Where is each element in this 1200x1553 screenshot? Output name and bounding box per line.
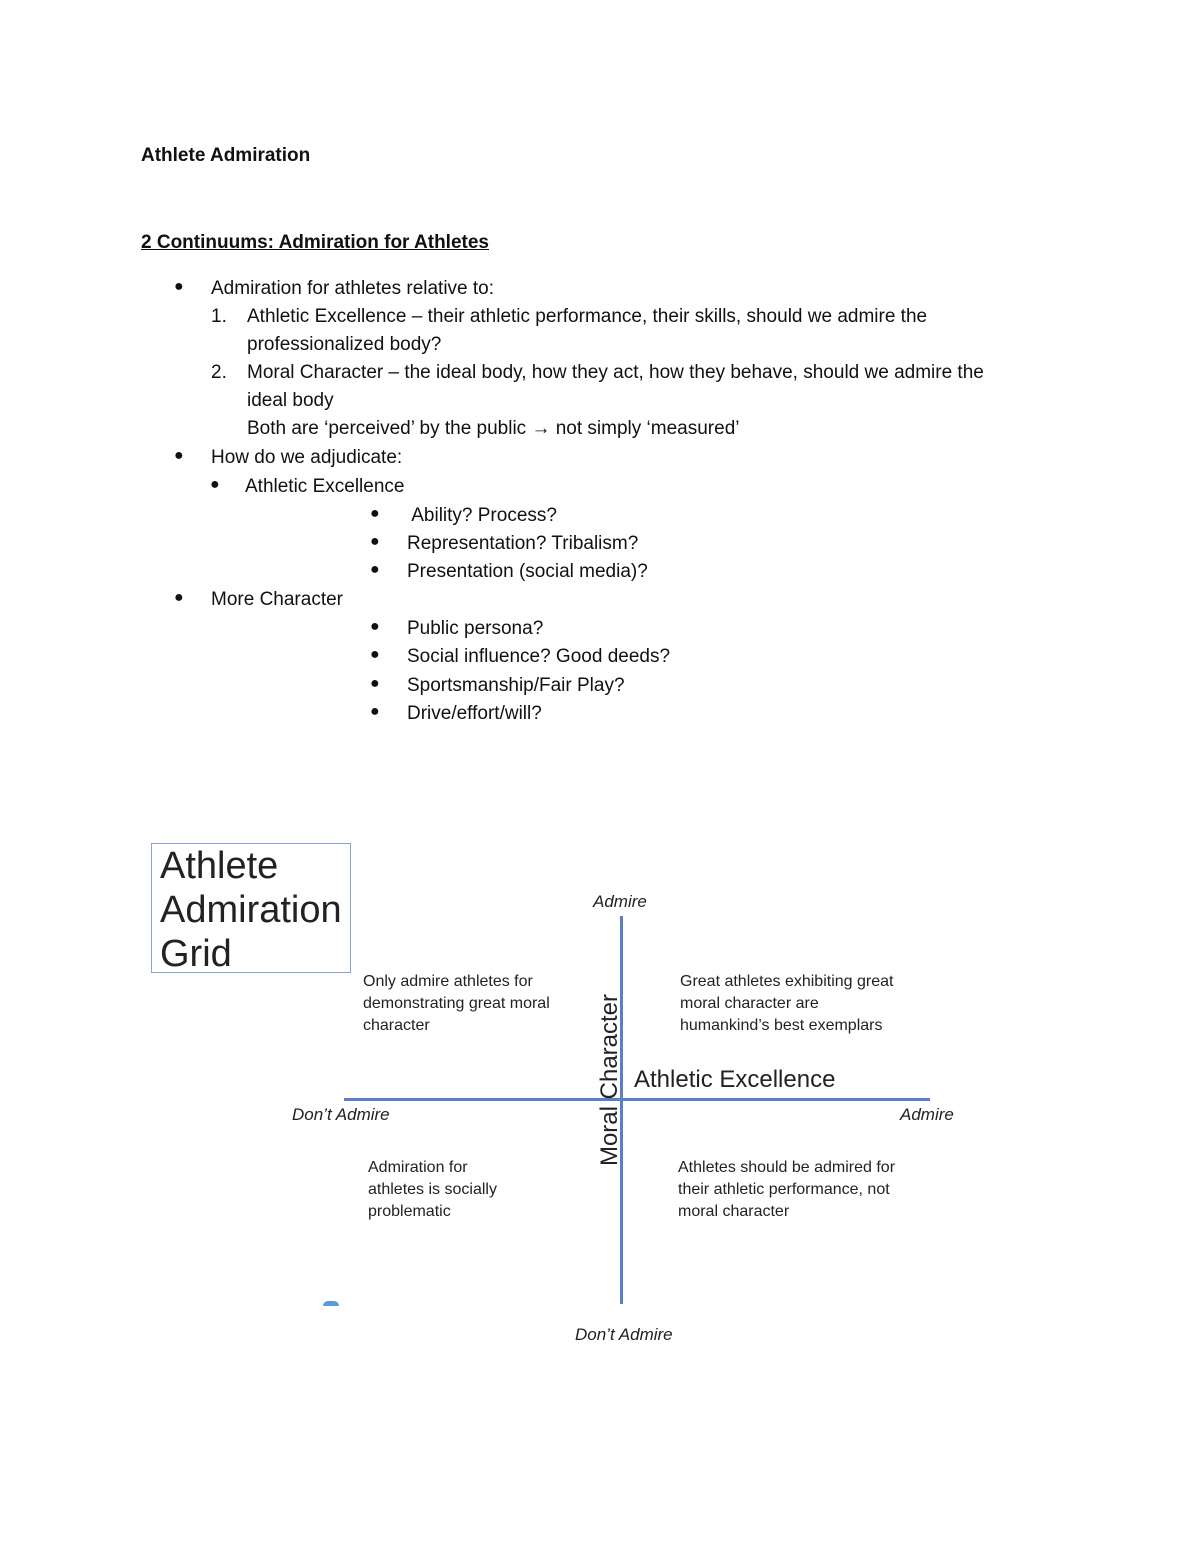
list-item-text: Moral Character – the ideal body, how they act, how they behave, should we admire the bbox=[247, 362, 984, 383]
list-item-text: Athletic Excellence – their athletic performance, their skills, should we admire the bbox=[247, 306, 928, 327]
sub-bullet-text: Athletic Excellence bbox=[245, 476, 405, 497]
bullet-icon: ● bbox=[370, 646, 380, 663]
list-item: Ability? Process? bbox=[407, 505, 557, 526]
list-item: Presentation (social media)? bbox=[407, 561, 648, 582]
quadrant-bottom-right: Athletes should be admired for their athletic performance, not moral character bbox=[678, 1159, 896, 1220]
list-item: Drive/effort/will? bbox=[407, 703, 542, 724]
bullet-icon: ● bbox=[174, 589, 184, 606]
list-item: Social influence? Good deeds? bbox=[407, 646, 671, 667]
bullet-icon: ● bbox=[370, 703, 380, 720]
y-axis-bottom-label: Don’t Admire bbox=[575, 1325, 673, 1344]
bullet-text: Admiration for athletes relative to: bbox=[211, 278, 495, 299]
list-number: 1. bbox=[211, 306, 227, 327]
x-axis-line bbox=[344, 1098, 930, 1101]
y-axis-title: Moral Character bbox=[596, 993, 623, 1167]
x-axis-right-label: Admire bbox=[900, 1105, 954, 1124]
bullet-icon: ● bbox=[174, 447, 184, 464]
x-axis-title: Athletic Excellence bbox=[634, 1066, 836, 1093]
shape-fragment bbox=[323, 1301, 339, 1306]
bullet-text: More Character bbox=[211, 589, 343, 610]
list-item: Representation? Tribalism? bbox=[407, 533, 639, 554]
list-number: 2. bbox=[211, 362, 227, 383]
quadrant-bottom-left: Admiration for athletes is socially problematic bbox=[368, 1159, 497, 1220]
bullet-icon: ● bbox=[370, 533, 380, 550]
bullet-icon: ● bbox=[370, 505, 380, 522]
grid-title-box bbox=[151, 843, 351, 973]
grid-title: Athlete Admiration Grid bbox=[160, 845, 342, 975]
y-axis-top-label: Admire bbox=[593, 892, 647, 911]
list-item: Sportsmanship/Fair Play? bbox=[407, 675, 625, 696]
section-heading: 2 Continuums: Admiration for Athletes bbox=[141, 232, 489, 253]
bullet-icon: ● bbox=[210, 476, 220, 493]
bullet-icon: ● bbox=[370, 561, 380, 578]
list-item-text-cont: professionalized body? bbox=[247, 334, 442, 355]
quadrant-top-right: Great athletes exhibiting great moral character are humankind’s best exemplars bbox=[680, 973, 894, 1034]
list-item-text-cont: ideal body bbox=[247, 390, 334, 411]
bullet-icon: ● bbox=[370, 675, 380, 692]
perceived-note: Both are ‘perceived’ by the public → not simply ‘measured’ bbox=[247, 418, 740, 439]
quadrant-top-left: Only admire athletes for demonstrating great moral character bbox=[363, 973, 550, 1034]
bullet-icon: ● bbox=[174, 278, 184, 295]
bullet-text: How do we adjudicate: bbox=[211, 447, 403, 468]
document-title: Athlete Admiration bbox=[141, 145, 311, 166]
bullet-icon: ● bbox=[370, 618, 380, 635]
list-item: Public persona? bbox=[407, 618, 544, 639]
x-axis-left-label: Don’t Admire bbox=[292, 1105, 390, 1124]
